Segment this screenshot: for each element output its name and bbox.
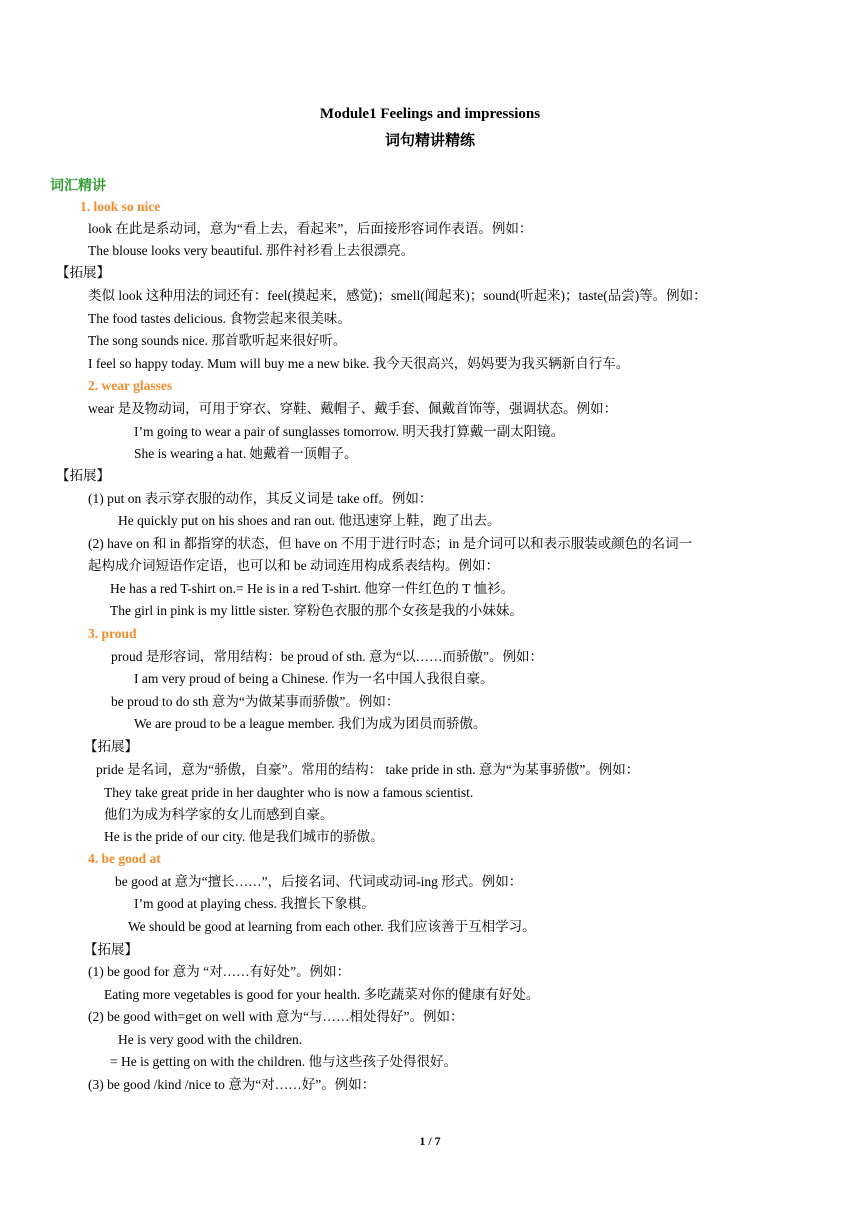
- text-line: 【拓展】: [84, 942, 138, 957]
- text-line: proud 是形容词，常用结构：be proud of sth. 意为“以……而骄傲”。例如：: [111, 649, 543, 664]
- text-line: 他们为成为科学家的女儿而感到自豪。: [104, 807, 334, 822]
- text-line: He is the pride of our city. 他是我们城市的骄傲。: [104, 829, 384, 844]
- text-line: They take great pride in her daughter who is now a famous scientist.: [104, 785, 474, 800]
- text-line: (2) have on 和 in 都指穿的状态，但 have on 不用于进行时态；in 是介词可以和表示服装或颜色的名词一: [88, 536, 693, 551]
- text-line: I’m good at playing chess. 我擅长下象棋。: [134, 896, 375, 911]
- text-line: pride 是名词，意为“骄傲，自豪”。常用的结构： take pride in sth. 意为“为某事骄傲”。例如：: [96, 762, 640, 777]
- text-line: be proud to do sth 意为“为做某事而骄傲”。例如：: [111, 694, 400, 709]
- section-heading: 词汇精讲: [50, 179, 106, 194]
- page-title: Module1 Feelings and impressions: [319, 106, 541, 122]
- text-line: The song sounds nice. 那首歌听起来很好听。: [88, 333, 347, 348]
- text-line: 起构成介词短语作定语，也可以和 be 动词连用构成系表结构。例如：: [88, 558, 499, 573]
- page-subtitle: 词句精讲精练: [384, 133, 475, 149]
- text-line: He has a red T-shirt on.= He is in a red T-shirt. 他穿一件红色的 T 恤衫。: [110, 581, 515, 596]
- text-line: He is very good with the children.: [118, 1032, 303, 1047]
- text-line: 类似 look 这种用法的词还有：feel(摸起来，感觉)；smell(闻起来)；sound(听起来)；taste(品尝)等。例如：: [88, 288, 707, 303]
- text-line: The girl in pink is my little sister. 穿粉色衣服的那个女孩是我的小妹妹。: [110, 603, 523, 618]
- text-line: He quickly put on his shoes and ran out. 他迅速穿上鞋，跑了出去。: [118, 513, 501, 528]
- text-line: = He is getting on with the children. 他与这些孩子处得很好。: [110, 1054, 457, 1069]
- text-line: Eating more vegetables is good for your health. 多吃蔬菜对你的健康有好处。: [104, 987, 540, 1002]
- text-line: 【拓展】: [56, 468, 110, 483]
- text-line: I’m going to wear a pair of sunglasses tomorrow. 明天我打算戴一副太阳镜。: [134, 424, 565, 439]
- item-heading: 3. proud: [88, 626, 137, 641]
- text-line: I feel so happy today. Mum will buy me a new bike. 我今天很高兴，妈妈要为我买辆新自行车。: [88, 356, 630, 371]
- text-line: (2) be good with=get on well with 意为“与……相处得好”。例如：: [88, 1009, 464, 1024]
- text-line: wear 是及物动词，可用于穿衣、穿鞋、戴帽子、戴手套、佩戴首饰等，强调状态。例如：: [88, 401, 618, 416]
- text-line: be good at 意为“擅长……”，后接名词、代词或动词-ing 形式。例如：: [115, 874, 523, 889]
- text-line: We are proud to be a league member. 我们为成为团员而骄傲。: [134, 716, 487, 731]
- text-line: She is wearing a hat. 她戴着一顶帽子。: [134, 446, 358, 461]
- text-line: (3) be good /kind /nice to 意为“对……好”。例如：: [88, 1077, 376, 1092]
- text-line: The food tastes delicious. 食物尝起来很美味。: [88, 311, 351, 326]
- item-heading: 1. look so nice: [80, 199, 161, 214]
- item-heading: 4. be good at: [88, 851, 161, 866]
- text-line: I am very proud of being a Chinese. 作为一名中国人我很自豪。: [134, 671, 494, 686]
- page-number: 1 / 7: [419, 1134, 441, 1148]
- text-line: (1) be good for 意为 “对……有好处”。例如：: [88, 964, 351, 979]
- text-line: 【拓展】: [84, 739, 138, 754]
- item-heading: 2. wear glasses: [88, 378, 173, 393]
- text-line: 【拓展】: [56, 265, 110, 280]
- text-line: look 在此是系动词，意为“看上去，看起来”，后面接形容词作表语。例如：: [88, 221, 533, 236]
- text-line: The blouse looks very beautiful. 那件衬衫看上去很漂亮。: [88, 243, 415, 258]
- text-line: We should be good at learning from each other. 我们应该善于互相学习。: [128, 919, 536, 934]
- text-line: (1) put on 表示穿衣服的动作，其反义词是 take off。例如：: [88, 491, 433, 506]
